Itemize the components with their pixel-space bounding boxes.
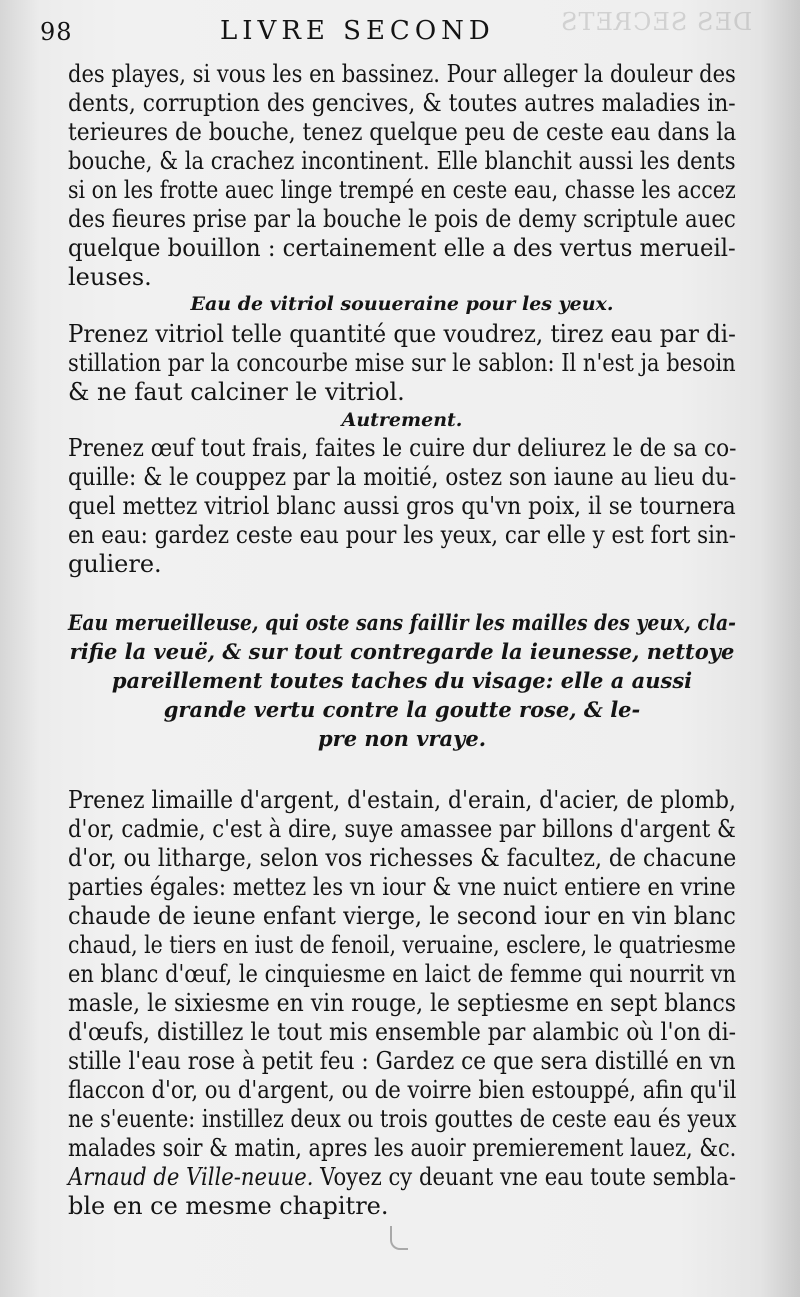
paragraph-1 — [68, 60, 736, 292]
text-line: terieures de bouche, tenez quelque peu de ceste eau dans la — [68, 118, 737, 146]
text-line: ne s'euente: instillez deux ou trois gouttes de ceste eau és yeux — [68, 1105, 737, 1133]
text-line: stillation par la concourbe mise sur le sablon: Il n'est ja besoin — [68, 349, 736, 377]
text-line: flaccon d'or, ou d'argent, ou de voirre bien estouppé, afin qu'il — [68, 1076, 737, 1104]
section-autrement — [68, 408, 736, 432]
text-line: malades soir & matin, apres les auoir premierement lauez, &c. — [68, 1134, 737, 1162]
text-line: leuses. — [68, 263, 152, 291]
paragraph-autrement — [68, 434, 736, 579]
text-line: quel mettez vitriol blanc aussi gros qu'vn poix, il se tournera — [68, 492, 736, 520]
text-line: guliere. — [68, 550, 162, 578]
text-line: Prenez vitriol telle quantité que voudrez, tirez eau par di- — [68, 320, 736, 348]
section-eau-merueilleuse — [68, 608, 736, 753]
text-line: des playes, si vous les en bassinez. Pour alleger la douleur des — [68, 60, 736, 88]
text-line: d'or, ou litharge, selon vos richesses & facultez, de chacune — [68, 844, 737, 872]
text-line: d'œufs, distillez le tout mis ensemble par alambic où l'on di- — [68, 1018, 737, 1046]
text-line: chaude de ieune enfant vierge, le second iour en vin blanc — [68, 902, 736, 930]
text-line: Prenez limaille d'argent, d'estain, d'erain, d'acier, de plomb, — [68, 786, 736, 814]
text-line — [68, 1163, 737, 1192]
text-line: & ne faut calciner le vitriol. — [68, 378, 405, 406]
author-citation: Arnaud de Ville-neuue. — [68, 1163, 314, 1191]
recipe-heading: Autrement. — [341, 409, 463, 431]
heading-line: rifie la veuë, & sur tout contregarde la ieunesse, nettoye — [69, 639, 735, 664]
paragraph-4 — [68, 786, 736, 1221]
text-line: ble en ce mesme chapitre. — [68, 1192, 389, 1220]
recipe-heading: Eau de vitriol souueraine pour les yeux. — [190, 293, 614, 315]
text-line: stille l'eau rose à petit feu : Gardez ce que sera distillé en vn — [68, 1047, 736, 1075]
heading-line: pareillement toutes taches du visage: elle a aussi — [111, 668, 693, 693]
text-line: des fieures prise par la bouche le pois de demy scriptule auec — [68, 205, 736, 233]
paragraph-eau-merueilleuse — [68, 786, 736, 1221]
bleed-through-title: DES SECRETS — [560, 8, 753, 36]
paragraph-2 — [68, 320, 736, 407]
text-line: d'or, cadmie, c'est à dire, suye amassee par billons d'argent & — [68, 815, 736, 843]
recipe-heading — [68, 608, 736, 753]
text-line: quille: & le couppez par la moitié, ostez son iaune au lieu du- — [68, 463, 737, 491]
page-number: 98 — [40, 18, 73, 46]
text-line: en eau: gardez ceste eau pour les yeux, car elle y est fort sin- — [68, 521, 737, 549]
running-title: LIVRE SECOND — [220, 16, 495, 46]
text-line: dents, corruption des gencives, & toutes autres maladies in- — [68, 89, 736, 117]
paragraph-continuation — [68, 60, 736, 292]
heading-line: Eau merueilleuse, qui oste sans faillir les mailles des yeux, cla- — [68, 610, 736, 635]
section-vitriol — [68, 292, 736, 316]
text-line: masle, le sixiesme en vin rouge, le septiesme en sept blancs — [68, 989, 736, 1017]
heading-line: grande vertu contre la goutte rose, & le- — [163, 697, 641, 722]
text-line: en blanc d'œuf, le cinquiesme en laict de femme qui nourrit vn — [68, 960, 736, 988]
paragraph-vitriol — [68, 320, 736, 407]
heading-line: pre non vraye. — [317, 726, 487, 751]
text-fragment: Voyez cy deuant vne eau toute sembla- — [313, 1163, 737, 1191]
text-line: bouche, & la crachez incontinent. Elle blanchit aussi les dents — [68, 147, 736, 175]
text-line: chaud, le tiers en iust de fenoil, veruaine, esclere, le quatriesme — [68, 931, 736, 959]
text-line: quelque bouillon : certainement elle a des vertus merueil- — [68, 234, 736, 262]
text-line: parties égales: mettez les vn iour & vne nuict entiere en vrine — [68, 873, 736, 901]
printer-mark-icon — [390, 1226, 408, 1250]
paragraph-3 — [68, 434, 736, 579]
text-line: Prenez œuf tout frais, faites le cuire dur deliurez le de sa co- — [68, 434, 737, 462]
text-line: si on les frotte auec linge trempé en ceste eau, chasse les accez — [68, 176, 736, 204]
page-header — [40, 18, 760, 54]
